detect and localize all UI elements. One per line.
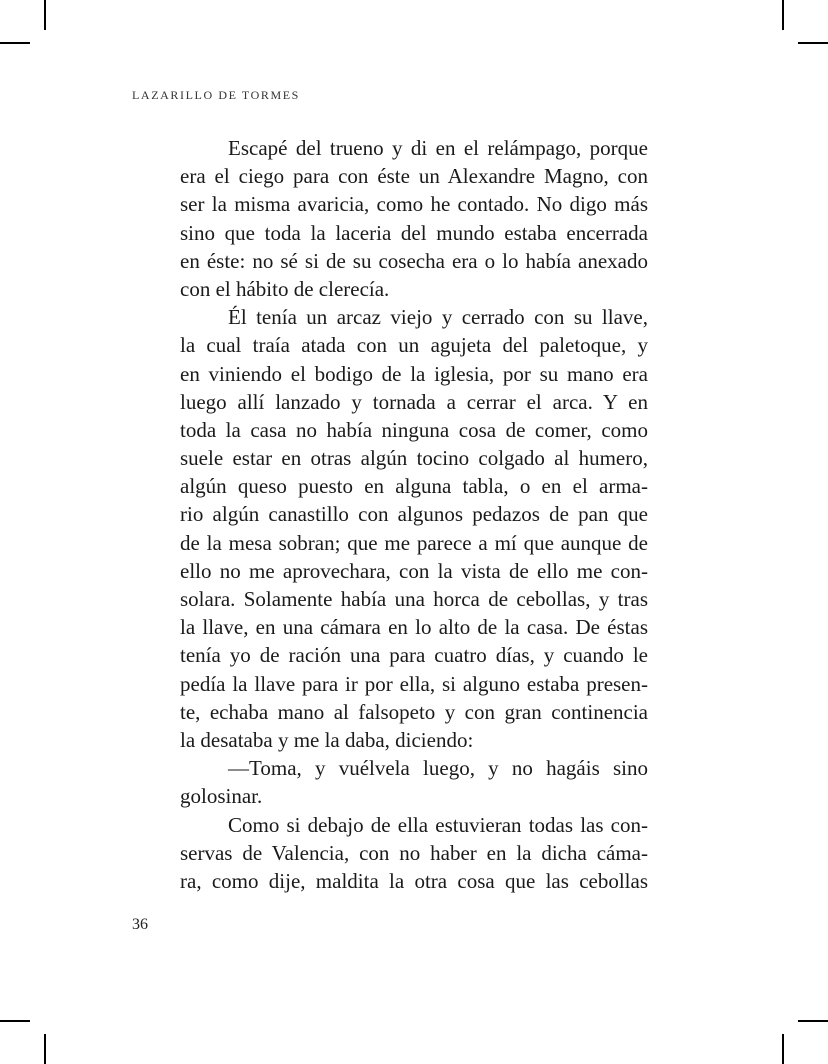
text-line: la cual traía atada con un agujeta del paletoque, y <box>180 333 648 358</box>
text-line: Escapé del trueno y di en el relámpago, porque <box>228 136 648 160</box>
text-line: toda la casa no había ninguna cosa de comer, como <box>180 417 648 442</box>
text-line: de la mesa sobran; que me parece a mí que aunque de <box>180 530 648 555</box>
text-line: con el hábito de clerecía. <box>180 276 390 301</box>
text-line: la llave, en una cámara en lo alto de la casa. De éstas <box>180 615 648 640</box>
text-line: ra, como dije, maldita la otra cosa que las cebollas <box>180 868 648 893</box>
text-line: ello no me aprovechara, con la vista de ello me con- <box>180 558 648 583</box>
text-line: pedía la llave para ir por ella, si alguno estaba presen- <box>180 671 648 696</box>
text-line: algún queso puesto en alguna tabla, o en el arma- <box>180 474 648 499</box>
text-line: te, echaba mano al falsopeto y con gran continencia <box>180 699 648 724</box>
text-line: Como si debajo de ella estuvieran todas las con- <box>228 812 648 837</box>
crop-mark-bottom-right-horizontal <box>798 1020 828 1022</box>
running-head: LAZARILLO DE TORMES <box>132 88 300 102</box>
text-line: sino que toda la laceria del mundo estaba encerrada <box>180 220 648 245</box>
text-line: servas de Valencia, con no haber en la dicha cáma- <box>180 840 648 865</box>
text-line: suele estar en otras algún tocino colgado al humero, <box>180 446 648 471</box>
text-line: era el ciego para con éste un Alexandre Magno, con <box>180 164 648 189</box>
crop-mark-top-left-vertical <box>44 0 46 30</box>
text-line: ser la misma avaricia, como he contado. No digo más <box>180 192 648 217</box>
crop-mark-top-right-horizontal <box>798 42 828 44</box>
text-line: luego allí lanzado y tornada a cerrar el arca. Y en <box>180 389 648 414</box>
text-line: la desataba y me la daba, diciendo: <box>180 727 474 752</box>
text-line: en éste: no sé si de su cosecha era o lo había anexado <box>180 248 648 273</box>
crop-mark-bottom-right-vertical <box>782 1034 784 1064</box>
crop-mark-top-left-horizontal <box>0 42 30 44</box>
crop-mark-top-right-vertical <box>782 0 784 30</box>
text-line: —Toma, y vuélvela luego, y no hagáis sino <box>228 756 648 781</box>
text-line: Él tenía un arcaz viejo y cerrado con su llave, <box>228 305 648 330</box>
crop-mark-bottom-left-vertical <box>44 1034 46 1064</box>
text-line: golosinar. <box>180 784 263 809</box>
text-line: rio algún canastillo con algunos pedazos de pan que <box>180 502 648 527</box>
page-number: 36 <box>132 916 148 933</box>
text-line: en viniendo el bodigo de la iglesia, por su mano era <box>180 361 648 386</box>
body-text <box>180 134 648 895</box>
text-line: solara. Solamente había una horca de cebollas, y tras <box>180 587 648 611</box>
text-line: tenía yo de ración una para cuatro días, y cuando le <box>180 643 648 668</box>
crop-mark-bottom-left-horizontal <box>0 1020 30 1022</box>
